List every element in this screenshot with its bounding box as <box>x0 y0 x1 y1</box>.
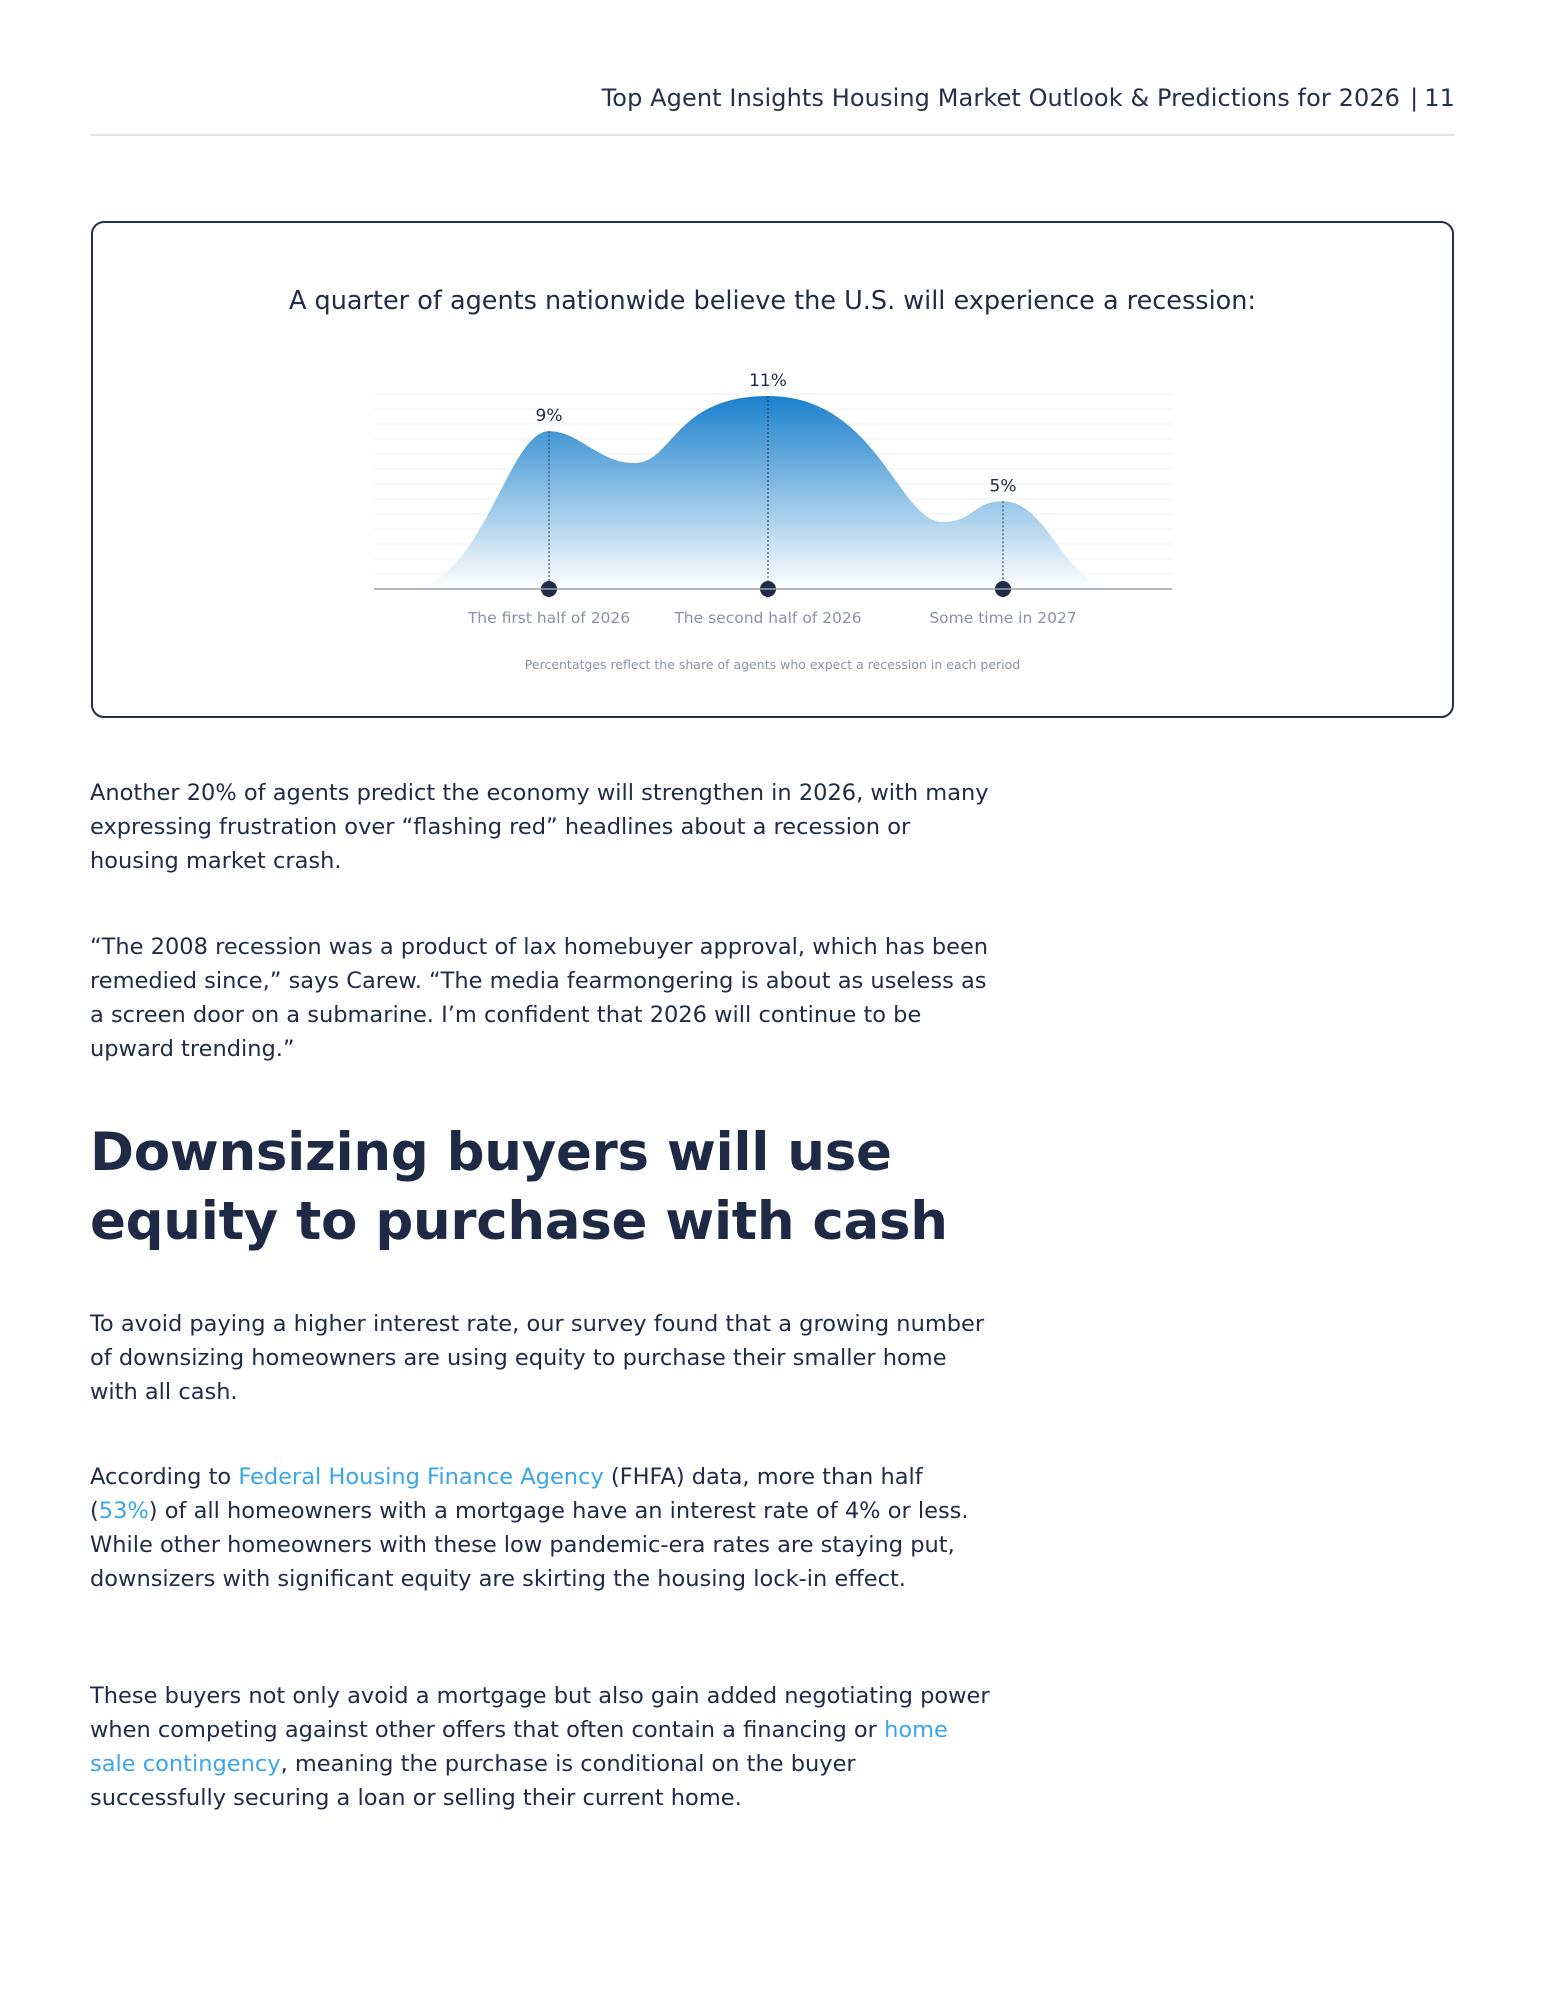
paragraph-negotiating <box>90 1679 990 1815</box>
data-label: 9% <box>535 406 563 427</box>
text-segment: , meaning the purchase is conditional on the buyer successfully securing a loan or selling their current home. <box>90 1751 856 1811</box>
page-number: 11 <box>1424 84 1455 112</box>
link-53-percent[interactable]: 53% <box>98 1498 149 1524</box>
paragraph-text: To avoid paying a higher interest rate, our survey found that a growing number of downsizing homeowners are using equity to purchase their smaller home with all cash. <box>90 1311 985 1405</box>
x-tick-label: The first half of 2026 <box>467 609 631 627</box>
report-title: Top Agent Insights Housing Market Outlook & Predictions for 2026 <box>601 84 1401 112</box>
quote-text: “The 2008 recession was a product of lax homebuyer approval, which has been remedied since,” says Carew. “The media fearmongering is about as useless as a screen door on a submarine. I’m confident that 2026 will continue to be upward trending.” <box>90 934 989 1062</box>
data-label: 11% <box>749 371 787 391</box>
text-segment: According to <box>90 1464 239 1490</box>
paragraph-text <box>90 1460 990 1596</box>
chart-title: A quarter of agents nationwide believe the U.S. will experience a recession: <box>288 286 1257 316</box>
text-segment: ) of all homeowners with a mortgage have an interest rate of 4% or less. While other homeowners with these low pandemic-era rates are staying put, downsizers with significant equity are skirting the housing lock-in effect. <box>90 1498 969 1592</box>
recession-chart <box>0 0 1545 720</box>
paragraph-downsizing <box>90 1307 990 1409</box>
link-fhfa[interactable]: Federal Housing Finance Agency <box>238 1464 604 1490</box>
paragraph-text <box>90 1679 990 1815</box>
x-tick-label: The second half of 2026 <box>674 609 862 627</box>
paragraph-text: Another 20% of agents predict the economy will strengthen in 2026, with many expressing frustration over “flashing red” headlines about a recession or housing market crash. <box>90 780 989 874</box>
section-heading-block <box>90 1118 990 1256</box>
header-separator: | <box>1410 84 1419 112</box>
paragraph-fhfa <box>90 1460 990 1596</box>
paragraph-quote <box>90 930 990 1066</box>
paragraph-economy <box>90 776 990 878</box>
text-segment: These buyers not only avoid a mortgage but also gain added negotiating power when competing against other offers that often contain a financing or <box>90 1683 990 1743</box>
x-tick-label: Some time in 2027 <box>929 609 1077 627</box>
link-home-sale-contingency[interactable]: home sale contingency <box>90 1717 948 1777</box>
data-label: 5% <box>989 476 1017 497</box>
section-heading: Downsizing buyers will use equity to purchase with cash <box>90 1122 948 1252</box>
text-segment: (FHFA) data, more than half ( <box>90 1464 923 1524</box>
chart-footnote: Percentatges reflect the share of agents who expect a recession in each period <box>524 657 1021 672</box>
